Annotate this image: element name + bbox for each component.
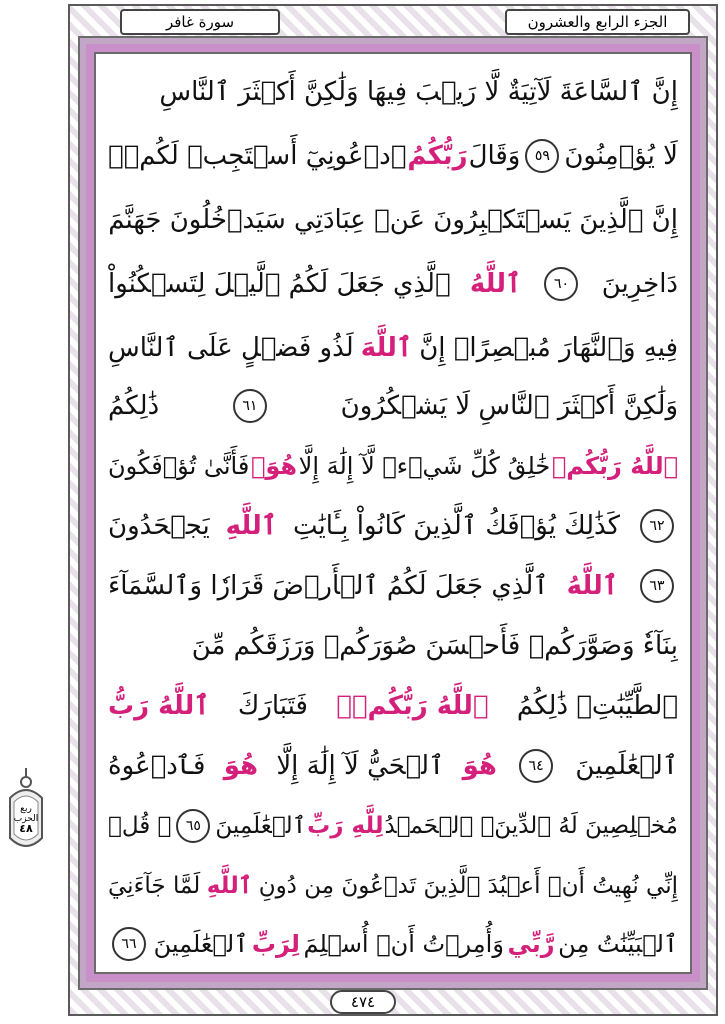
line-text: دَاخِرِينَ <box>601 269 678 299</box>
ayah-number-marker: ٥٩ <box>525 139 559 173</box>
line-text: فَأَنَّىٰ تُؤۡفَكُونَ <box>108 452 250 480</box>
line-text: ٱلۡحَيُّ لَآ إِلَٰهَ إِلَّا <box>276 751 445 781</box>
ayah-number-marker: ٦٥ <box>176 809 210 843</box>
ayah-number-marker: ٦٢ <box>640 509 674 543</box>
text-line-7 <box>108 436 678 496</box>
line-text: فَتَبَارَكَ <box>237 691 308 721</box>
highlighted-word: ٱللَّهُ رَبُّكُمۡ <box>551 452 678 480</box>
surah-title: سورة غافر <box>120 9 280 35</box>
line-text: كَذَٰلِكَ يُؤۡفَكُ ٱلَّذِينَ كَانُواْ بِـَٔايَٰتِ <box>292 511 621 541</box>
line-text: يَجۡحَدُونَ <box>108 511 210 541</box>
text-line-1 <box>108 62 678 122</box>
line-text: فَٱدۡعُوهُ <box>108 751 206 781</box>
line-text: إِنَّ ٱلسَّاعَةَ لَآتِيَةٌ لَّا رَيۡبَ فِيهَا وَلَٰكِنَّ أَكۡثَرَ ٱلنَّاسِ <box>159 77 678 107</box>
ayah-number-marker: ٦٣ <box>640 569 674 603</box>
highlighted-word: رَّبِّي <box>507 930 555 958</box>
text-line-2 <box>108 126 678 186</box>
text-line-13 <box>108 796 678 856</box>
highlighted-word: ٱللَّهُ <box>469 269 522 299</box>
line-text: وَأُمِرۡتُ أَنۡ أُسۡلِمَ <box>303 930 504 958</box>
text-line-3 <box>108 190 678 250</box>
line-text: خَٰلِقُ كُلِّ شَيۡءٖ لَّآ إِلَٰهَ إِلَّا <box>298 452 551 480</box>
hizb-word: الحزب <box>13 814 39 824</box>
line-text: ٱلۡبَيِّنَٰتُ مِن <box>558 930 678 958</box>
text-line-10 <box>108 616 678 676</box>
line-text: وَقَالَ <box>468 141 521 171</box>
line-text: إِنِّي نُهِيتُ أَنۡ أَعۡبُدَ ٱلَّذِينَ تَدۡعُونَ مِن دُونِ <box>258 873 678 899</box>
highlighted-word: لِرَبِّ <box>251 930 300 958</box>
line-text: ٱلۡعَٰلَمِينَ <box>153 930 249 958</box>
line-text: لَا يُؤۡمِنُونَ <box>564 141 678 171</box>
line-text: لَذُو فَضۡلٍ عَلَى ٱلنَّاسِ <box>108 333 354 363</box>
line-text: ٱلَّذِي جَعَلَ لَكُمُ ٱلۡأَرۡضَ قَرَارٗا وَٱلسَّمَآءَ <box>108 571 549 601</box>
text-line-9 <box>108 556 678 616</box>
line-text: ٱلۡعَٰلَمِينَ <box>575 751 678 781</box>
highlighted-word: هُوَۖ <box>250 452 298 480</box>
line-text: ٱلطَّيِّبَٰتِۚ ذَٰلِكُمُ <box>516 691 678 721</box>
text-line-6 <box>108 376 678 436</box>
line-text: إِنَّ ٱلَّذِينَ يَسۡتَكۡبِرُونَ عَنۡ عِبَادَتِي سَيَدۡخُلُونَ جَهَنَّمَ <box>108 205 678 235</box>
hizb-label <box>8 804 44 834</box>
line-text: ٱلَّذِي جَعَلَ لَكُمُ ٱلَّيۡلَ لِتَسۡكُنُواْ <box>108 269 451 299</box>
highlighted-word: ٱللَّهُ رَبُّ <box>108 691 210 721</box>
hizb-number: ٤٨ <box>19 822 33 835</box>
line-text: مُخۡلِصِينَ لَهُ ٱلدِّينَۗ ٱلۡحَمۡدُ <box>384 813 678 839</box>
highlighted-word: ٱللَّهَ <box>360 333 413 363</box>
ayah-number-marker: ٦٠ <box>544 267 578 301</box>
highlighted-word: ٱللَّهُ رَبُّكُمۡۖ <box>336 691 489 721</box>
highlighted-word: ٱللَّهُ <box>566 571 618 601</box>
text-line-15 <box>108 914 678 974</box>
line-text: ۞ قُلۡ <box>108 813 172 839</box>
text-line-12 <box>108 736 678 796</box>
line-text: وَلَٰكِنَّ أَكۡثَرَ ٱلنَّاسِ لَا يَشۡكُرُونَ <box>340 391 678 421</box>
page-number: ٤٧٤ <box>330 990 396 1014</box>
hizb-quarter: ربع <box>20 804 32 814</box>
line-text: فِيهِ وَٱلنَّهَارَ مُبۡصِرًاۚ إِنَّ <box>419 333 678 363</box>
line-text: بِنَآءٗ وَصَوَّرَكُمۡ فَأَحۡسَنَ صُوَرَكُمۡ وَرَزَقَكُم مِّنَ <box>191 631 678 661</box>
text-line-11 <box>108 676 678 736</box>
text-line-4 <box>108 254 678 314</box>
ayah-number-marker: ٦١ <box>233 389 267 423</box>
highlighted-word: هُوَ <box>462 751 497 781</box>
line-text: لَمَّا جَآءَنِيَ <box>108 873 201 899</box>
highlighted-word: ٱللَّهِ <box>225 511 278 541</box>
text-line-5 <box>108 318 678 378</box>
highlighted-word: ٱللَّهِ <box>206 873 253 899</box>
line-text: ٱدۡعُونِيٓ أَسۡتَجِبۡ لَكُمۡۚ <box>108 141 407 171</box>
highlighted-word: هُوَ <box>223 751 259 781</box>
ayah-number-marker: ٦٦ <box>112 927 146 961</box>
line-text: ذَٰلِكُمُ <box>108 391 160 421</box>
highlighted-word: لِلَّهِ رَبِّ <box>307 813 384 839</box>
juz-title: الجزء الرابع والعشرون <box>505 9 690 35</box>
line-text: ٱلۡعَٰلَمِينَ <box>215 813 307 839</box>
text-line-8 <box>108 496 678 556</box>
highlighted-word: رَبُّكُمُ <box>407 141 468 171</box>
ayah-number-marker: ٦٤ <box>519 749 553 783</box>
text-line-14 <box>108 856 678 916</box>
